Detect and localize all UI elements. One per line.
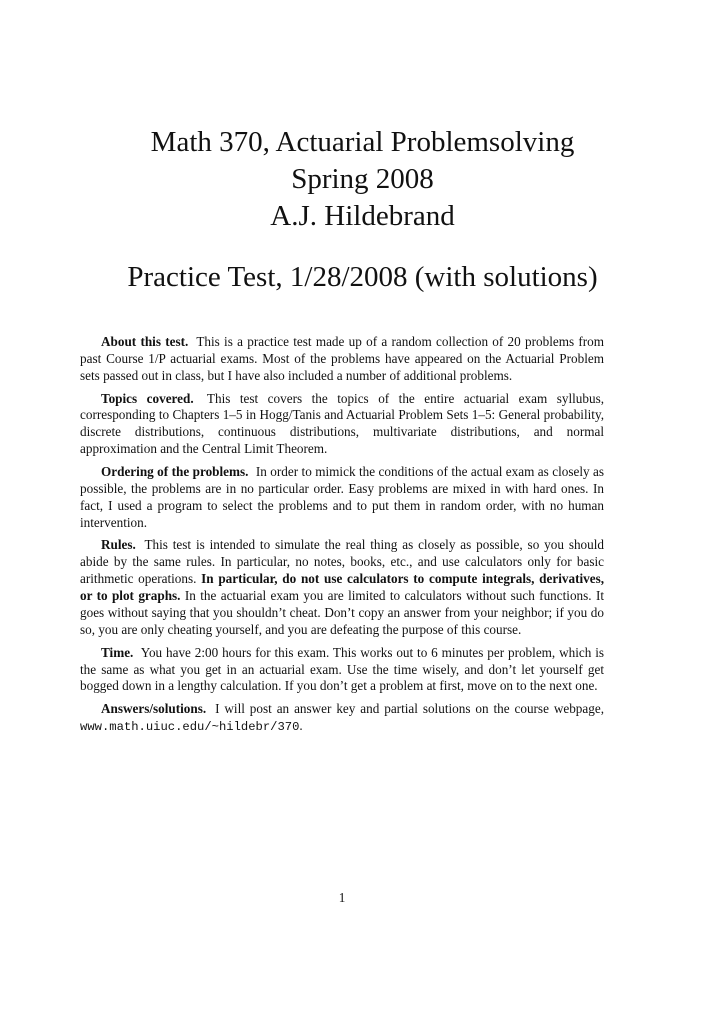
- paragraph-rules: [80, 537, 604, 638]
- text-rules-after: In the actuarial exam you are limited to calculators without such functions. It goes without saying that you shouldn’t cheat. Don’t copy an answer from your neighbor; if you do so, you are only cheating yourself, and you are defeating the purpose of this course.: [80, 588, 604, 637]
- text-rules-emphasis: In particular, do not use calculators to compute integrals, derivatives, or to plot graphs.: [80, 571, 605, 604]
- title-course: Math 370, Actuarial Problemsolving: [150, 126, 575, 158]
- title-term: Spring 2008: [291, 163, 434, 195]
- heading-time: Time.: [101, 644, 134, 660]
- document-title: [60, 124, 665, 235]
- heading-ordering: Ordering of the problems.: [101, 463, 249, 479]
- paragraph-about: [80, 334, 604, 385]
- paragraph-ordering: [80, 464, 604, 532]
- document-subtitle: Practice Test, 1/28/2008 (with solutions): [127, 261, 598, 293]
- heading-answers: Answers/solutions.: [101, 701, 207, 717]
- title-author: A.J. Hildebrand: [270, 200, 455, 232]
- paragraph-time: [80, 645, 604, 696]
- heading-rules: Rules.: [101, 537, 136, 553]
- text-ordering: In order to mimick the conditions of the actual exam as closely as possible, the problems are in no particular order. Easy problems are mixed in with hard ones. In fact, I used a program to select the problems and to put them in random order, with no human intervention.: [80, 463, 604, 530]
- text-about: This is a practice test made up of a random collection of 20 problems from past Course 1/P actuarial exams. Most of the problems have appeared on the Actuarial Problem sets passed out in class, but I have also included a number of additional problems.: [80, 334, 604, 383]
- text-rules-before: This test is intended to simulate the real thing as closely as possible, so you should abide by the same rules. In particular, no notes, books, etc., and use calculators only for basic arithmetic operations.: [80, 537, 604, 587]
- document-body: [80, 334, 604, 742]
- paragraph-answers: [80, 701, 604, 736]
- paragraph-topics: [80, 391, 604, 459]
- text-time: You have 2:00 hours for this exam. This works out to 6 minutes per problem, which is the same as what you get in an actuarial exam. Use the time wisely, and don’t let yourself get bogged down in a lengthy calculation. If you don’t get a problem at first, move on to the next one.: [80, 644, 604, 694]
- page-number: 1: [338, 890, 346, 905]
- heading-about: About this test.: [101, 334, 189, 349]
- text-answers-end: .: [299, 718, 303, 734]
- text-answers: I will post an answer key and partial solutions on the course webpage,: [215, 701, 604, 717]
- text-topics: This test covers the topics of the entire actuarial exam syllubus, corresponding to Chapters 1–5 in Hogg/Tanis and Actuarial Problem Sets 1–5: General probability, discrete distributions, continuous distributions, multivariate distributions, and normal approximation and the Central Limit Theorem.: [80, 390, 604, 457]
- course-webpage-link[interactable]: www.math.uiuc.edu/~hildebr/370: [80, 720, 300, 735]
- heading-topics: Topics covered.: [101, 390, 194, 406]
